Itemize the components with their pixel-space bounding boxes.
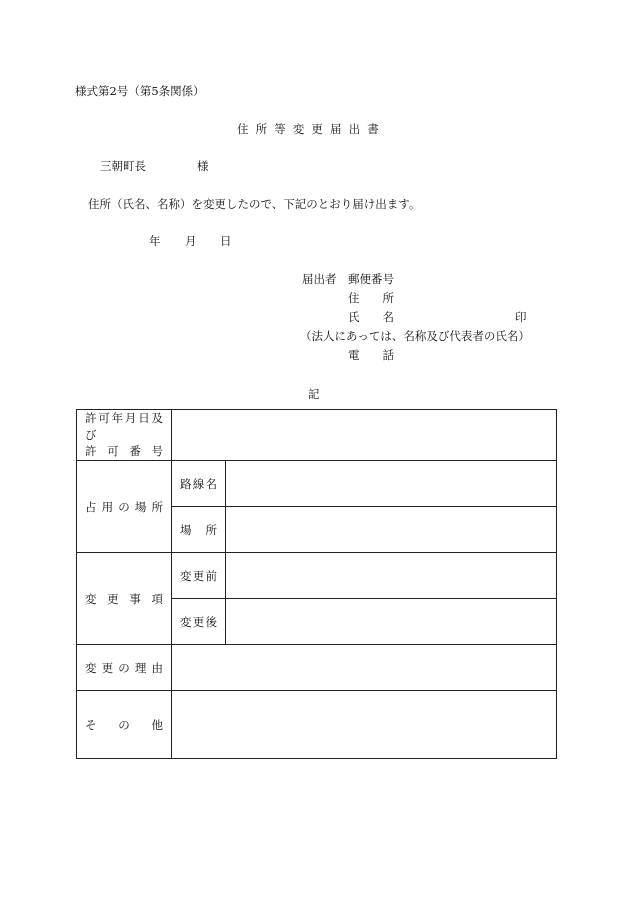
addressee-name: 三朝町長 [100,159,146,173]
permit-label-line1: 許可年月日及び [85,411,163,442]
row-route [77,461,557,507]
applicant-postal: 郵便番号 [348,272,394,286]
after-label: 変更後 [172,599,226,645]
addressee-honorific: 様 [197,159,209,173]
document-title: 住 所 等 変 更 届 出 書 [237,122,381,136]
date-day: 日 [220,234,232,248]
applicant-seal: 印 [515,310,527,324]
row-before [77,553,557,599]
other-value[interactable] [172,691,557,759]
reason-value[interactable] [172,645,557,691]
before-label: 変更前 [172,553,226,599]
applicant-label: 届出者 [302,272,337,286]
reason-label: 変更の理由 [77,645,172,691]
place-label: 場所 [172,507,226,553]
route-value[interactable] [226,461,557,507]
place-value[interactable] [226,507,557,553]
applicant-phone: 電 話 [348,348,394,362]
before-value[interactable] [226,553,557,599]
row-other [77,691,557,759]
form-number: 様式第2号（第5条関係） [75,84,205,98]
ki-label: 記 [308,387,320,401]
statement-text: 住所（氏名、名称）を変更したので、下記のとおり届け出ます。 [88,197,421,211]
occupancy-label: 占用の場所 [77,461,172,553]
permit-label [77,410,172,461]
applicant-name: 氏 名 [348,310,394,324]
details-table [76,409,557,759]
row-permit [77,410,557,461]
change-items-label: 変更事項 [77,553,172,645]
date-month: 月 [185,234,197,248]
date-year: 年 [149,234,161,248]
row-reason [77,645,557,691]
route-label: 路線名 [172,461,226,507]
applicant-corporate-note: （法人にあっては、名称及び代表者の氏名） [300,329,530,343]
after-value[interactable] [226,599,557,645]
permit-label-line2: 許可番号 [85,444,163,459]
permit-value[interactable] [172,410,557,461]
applicant-address: 住 所 [348,291,394,305]
other-label: その他 [77,691,172,759]
